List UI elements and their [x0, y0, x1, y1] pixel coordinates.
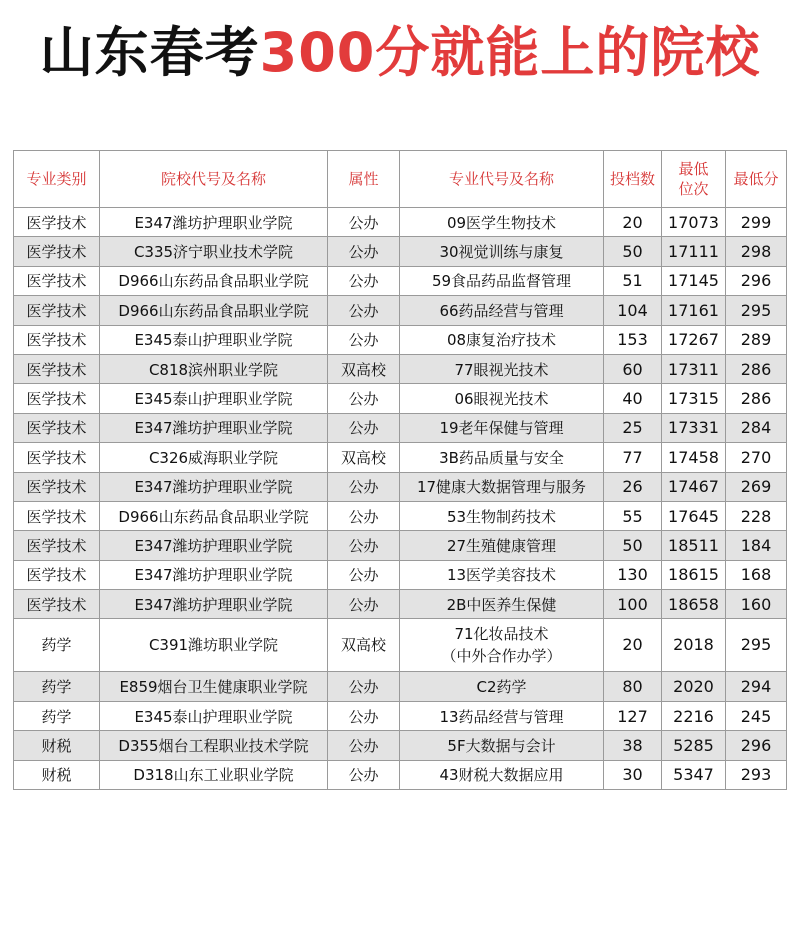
cell-school: D966山东药品食品职业学院: [100, 296, 328, 325]
cell-category: 医学技术: [14, 560, 100, 589]
cell-major: 2B中医养生保健: [400, 590, 604, 619]
cell-min-rank: 17315: [662, 384, 726, 413]
cell-school: E345泰山护理职业学院: [100, 325, 328, 354]
cell-min-rank: 17267: [662, 325, 726, 354]
cell-min-rank: 18615: [662, 560, 726, 589]
cell-category: 医学技术: [14, 413, 100, 442]
cell-category: 医学技术: [14, 472, 100, 501]
cell-major: 53生物制药技术: [400, 501, 604, 530]
cell-enrolled: 38: [604, 731, 662, 760]
cell-enrolled: 104: [604, 296, 662, 325]
cell-category: 医学技术: [14, 208, 100, 237]
cell-type: 公办: [328, 266, 400, 295]
cell-school: E859烟台卫生健康职业学院: [100, 672, 328, 701]
cell-min-score: 160: [726, 590, 787, 619]
header-school: 院校代号及名称: [100, 151, 328, 208]
cell-type: 公办: [328, 531, 400, 560]
cell-school: E347潍坊护理职业学院: [100, 472, 328, 501]
cell-type: 双高校: [328, 354, 400, 383]
table-row: [14, 531, 787, 560]
cell-school: D966山东药品食品职业学院: [100, 501, 328, 530]
header-min-score: 最低分: [726, 151, 787, 208]
cell-school: C326威海职业学院: [100, 443, 328, 472]
cell-min-score: 286: [726, 354, 787, 383]
table-header-row: [14, 151, 787, 208]
table-row: [14, 296, 787, 325]
cell-type: 双高校: [328, 443, 400, 472]
title-part1: 山东春考: [39, 21, 260, 84]
cell-min-rank: 2020: [662, 672, 726, 701]
cell-type: 公办: [328, 560, 400, 589]
cell-school: E347潍坊护理职业学院: [100, 531, 328, 560]
table-row: [14, 472, 787, 501]
cell-min-rank: 2216: [662, 701, 726, 730]
cell-category: 医学技术: [14, 296, 100, 325]
cell-major: 19老年保健与管理: [400, 413, 604, 442]
cell-enrolled: 77: [604, 443, 662, 472]
cell-major: 08康复治疗技术: [400, 325, 604, 354]
table-row: [14, 354, 787, 383]
cell-category: 医学技术: [14, 237, 100, 266]
cell-type: 公办: [328, 672, 400, 701]
cell-min-score: 284: [726, 413, 787, 442]
cell-min-score: 289: [726, 325, 787, 354]
cell-category: 药学: [14, 701, 100, 730]
cell-min-rank: 18511: [662, 531, 726, 560]
cell-enrolled: 127: [604, 701, 662, 730]
table-row: [14, 501, 787, 530]
cell-type: 公办: [328, 208, 400, 237]
table-row: [14, 701, 787, 730]
cell-category: 财税: [14, 760, 100, 789]
cell-min-score: 296: [726, 731, 787, 760]
header-major: 专业代号及名称: [400, 151, 604, 208]
table-row: [14, 384, 787, 413]
cell-min-score: 295: [726, 296, 787, 325]
cell-school: D355烟台工程职业技术学院: [100, 731, 328, 760]
cell-min-rank: 18658: [662, 590, 726, 619]
table-row: [14, 443, 787, 472]
cell-min-score: 168: [726, 560, 787, 589]
table-row: [14, 731, 787, 760]
cell-major: C2药学: [400, 672, 604, 701]
cell-type: 公办: [328, 237, 400, 266]
cell-enrolled: 130: [604, 560, 662, 589]
cell-min-score: 298: [726, 237, 787, 266]
cell-min-score: 269: [726, 472, 787, 501]
cell-enrolled: 50: [604, 531, 662, 560]
cell-enrolled: 153: [604, 325, 662, 354]
cell-category: 药学: [14, 619, 100, 672]
cell-enrolled: 55: [604, 501, 662, 530]
cell-category: 医学技术: [14, 266, 100, 295]
cell-major: 43财税大数据应用: [400, 760, 604, 789]
cell-min-rank: 17331: [662, 413, 726, 442]
cell-type: 公办: [328, 296, 400, 325]
cell-min-rank: 5347: [662, 760, 726, 789]
cell-min-score: 296: [726, 266, 787, 295]
cell-major: 71化妆品技术 （中外合作办学）: [400, 619, 604, 672]
cell-category: 医学技术: [14, 354, 100, 383]
table-row: [14, 590, 787, 619]
cell-school: E347潍坊护理职业学院: [100, 208, 328, 237]
cell-enrolled: 50: [604, 237, 662, 266]
header-category: 专业类别: [14, 151, 100, 208]
cell-enrolled: 80: [604, 672, 662, 701]
cell-school: C391潍坊职业学院: [100, 619, 328, 672]
cell-school: E345泰山护理职业学院: [100, 384, 328, 413]
cell-min-score: 184: [726, 531, 787, 560]
cell-type: 双高校: [328, 619, 400, 672]
cell-min-rank: 17645: [662, 501, 726, 530]
cell-min-score: 299: [726, 208, 787, 237]
cell-school: C335济宁职业技术学院: [100, 237, 328, 266]
cell-major: 59食品药品监督管理: [400, 266, 604, 295]
cell-min-rank: 5285: [662, 731, 726, 760]
table-row: [14, 760, 787, 789]
cell-school: E347潍坊护理职业学院: [100, 590, 328, 619]
cell-min-rank: 17458: [662, 443, 726, 472]
cell-category: 医学技术: [14, 531, 100, 560]
cell-type: 公办: [328, 501, 400, 530]
cell-major: 13医学美容技术: [400, 560, 604, 589]
cell-min-score: 293: [726, 760, 787, 789]
table-row: [14, 208, 787, 237]
cell-enrolled: 51: [604, 266, 662, 295]
table-row: [14, 672, 787, 701]
cell-school: D966山东药品食品职业学院: [100, 266, 328, 295]
cell-school: E347潍坊护理职业学院: [100, 413, 328, 442]
cell-category: 药学: [14, 672, 100, 701]
cell-min-rank: 17111: [662, 237, 726, 266]
cell-type: 公办: [328, 731, 400, 760]
cell-min-rank: 17467: [662, 472, 726, 501]
cell-min-score: 294: [726, 672, 787, 701]
cell-enrolled: 30: [604, 760, 662, 789]
table-row: [14, 237, 787, 266]
table-row: [14, 325, 787, 354]
cell-enrolled: 26: [604, 472, 662, 501]
cell-enrolled: 100: [604, 590, 662, 619]
cell-type: 公办: [328, 590, 400, 619]
table-row: [14, 560, 787, 589]
cell-major: 3B药品质量与安全: [400, 443, 604, 472]
cell-type: 公办: [328, 325, 400, 354]
cell-enrolled: 40: [604, 384, 662, 413]
header-min-rank: 最低 位次: [662, 151, 726, 208]
cell-major: 66药品经营与管理: [400, 296, 604, 325]
cell-min-score: 245: [726, 701, 787, 730]
admission-table: [13, 150, 787, 790]
cell-enrolled: 60: [604, 354, 662, 383]
header-enrolled: 投档数: [604, 151, 662, 208]
cell-major: 17健康大数据管理与服务: [400, 472, 604, 501]
cell-min-rank: 17311: [662, 354, 726, 383]
cell-enrolled: 20: [604, 619, 662, 672]
cell-min-rank: 2018: [662, 619, 726, 672]
cell-category: 医学技术: [14, 325, 100, 354]
cell-enrolled: 25: [604, 413, 662, 442]
cell-school: E347潍坊护理职业学院: [100, 560, 328, 589]
cell-type: 公办: [328, 384, 400, 413]
cell-category: 医学技术: [14, 384, 100, 413]
cell-type: 公办: [328, 413, 400, 442]
cell-category: 医学技术: [14, 590, 100, 619]
cell-min-rank: 17073: [662, 208, 726, 237]
cell-min-score: 228: [726, 501, 787, 530]
cell-school: E345泰山护理职业学院: [100, 701, 328, 730]
cell-major: 09医学生物技术: [400, 208, 604, 237]
cell-category: 医学技术: [14, 443, 100, 472]
cell-category: 财税: [14, 731, 100, 760]
cell-major: 13药品经营与管理: [400, 701, 604, 730]
title-part2: 300分就能上的院校: [259, 21, 761, 84]
page-title: [0, 18, 800, 88]
cell-category: 医学技术: [14, 501, 100, 530]
table-row: [14, 266, 787, 295]
cell-min-score: 286: [726, 384, 787, 413]
cell-type: 公办: [328, 701, 400, 730]
cell-type: 公办: [328, 760, 400, 789]
cell-min-rank: 17145: [662, 266, 726, 295]
cell-major: 77眼视光技术: [400, 354, 604, 383]
cell-major: 30视觉训练与康复: [400, 237, 604, 266]
cell-major: 06眼视光技术: [400, 384, 604, 413]
cell-min-rank: 17161: [662, 296, 726, 325]
cell-enrolled: 20: [604, 208, 662, 237]
cell-min-score: 295: [726, 619, 787, 672]
cell-major: 5F大数据与会计: [400, 731, 604, 760]
header-type: 属性: [328, 151, 400, 208]
cell-min-score: 270: [726, 443, 787, 472]
cell-major: 27生殖健康管理: [400, 531, 604, 560]
table-row: [14, 619, 787, 672]
cell-school: D318山东工业职业学院: [100, 760, 328, 789]
table-row: [14, 413, 787, 442]
cell-type: 公办: [328, 472, 400, 501]
cell-school: C818滨州职业学院: [100, 354, 328, 383]
